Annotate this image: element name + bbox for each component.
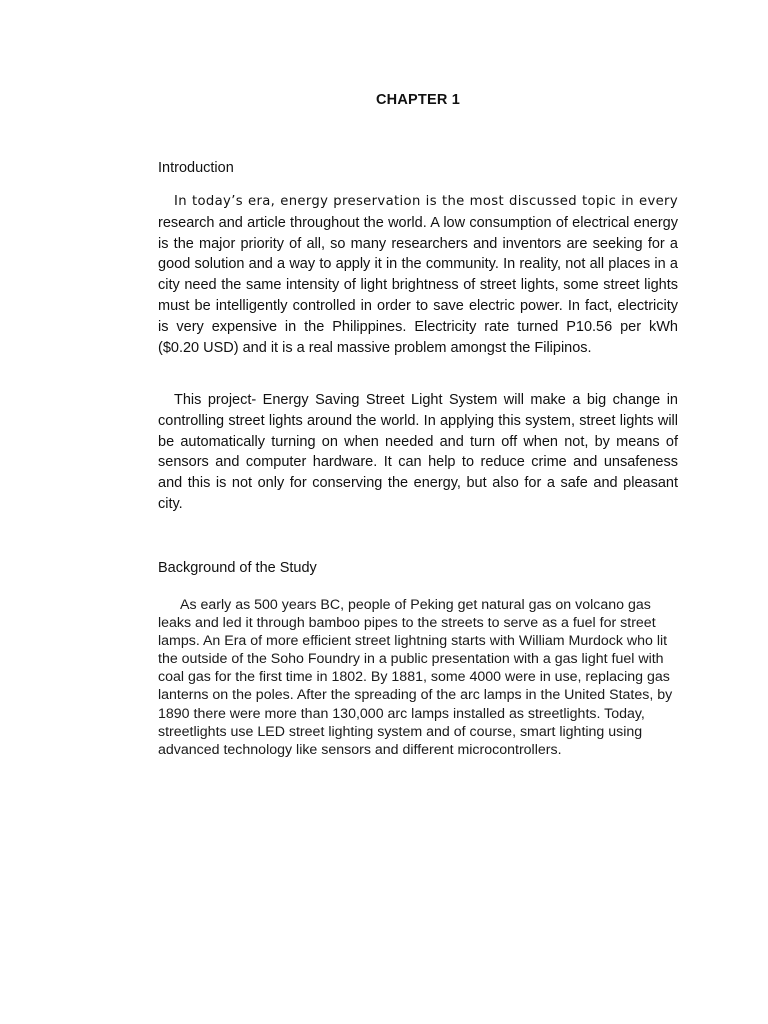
- section-heading-introduction: Introduction: [158, 160, 234, 176]
- introduction-paragraph-2: This project- Energy Saving Street Light System will make a big change in controlling street lights around the world. In applying this system, street lights will be automatically turning on when needed and turn off when not, by means of sensors and computer hardware. It can help to reduce crime and unsafeness and this is not only for conserving the energy, but also for a safe and pleasant city.: [158, 392, 678, 512]
- section-heading-background-of-the-study: Background of the Study: [158, 560, 317, 576]
- introduction-paragraph-1-body: research and article throughout the world. A low consumption of electrical energy is the major priority of all, so many researchers and inventors are seeking for a good solution and a way to apply it in the community. In reality, not all places in a city need the same intensity of light brightness of street lights, some street lights must be intelligently controlled in order to save electric power. In fact, electricity is very expensive in the Philippines. Electricity rate turned P10.56 per kWh ($0.20 USD) and it is a real massive problem amongst the Filipinos.: [158, 214, 678, 356]
- chapter-title: CHAPTER 1: [376, 92, 460, 108]
- introduction-paragraph-1: [158, 191, 678, 358]
- introduction-paragraph-1-lead: In today’s era, energy preservation is the most discussed topic in every: [174, 194, 678, 209]
- background-paragraph-1: As early as 500 years BC, people of Peking get natural gas on volcano gas leaks and led it through bamboo pipes to the streets to serve as a fuel for street lamps. An Era of more efficient street lightning starts with William Murdock who lit the outside of the Soho Foundry in a public presentation with a gas light fuel with coal gas for the first time in 1802. By 1881, some 4000 were in use, replacing gas lanterns on the poles. After the spreading of the arc lamps in the United States, by 1890 there were more than 130,000 arc lamps installed as streetlights. Today, streetlights use LED street lighting system and of course, smart lighting using advanced technology like sensors and different microcontrollers.: [158, 597, 673, 758]
